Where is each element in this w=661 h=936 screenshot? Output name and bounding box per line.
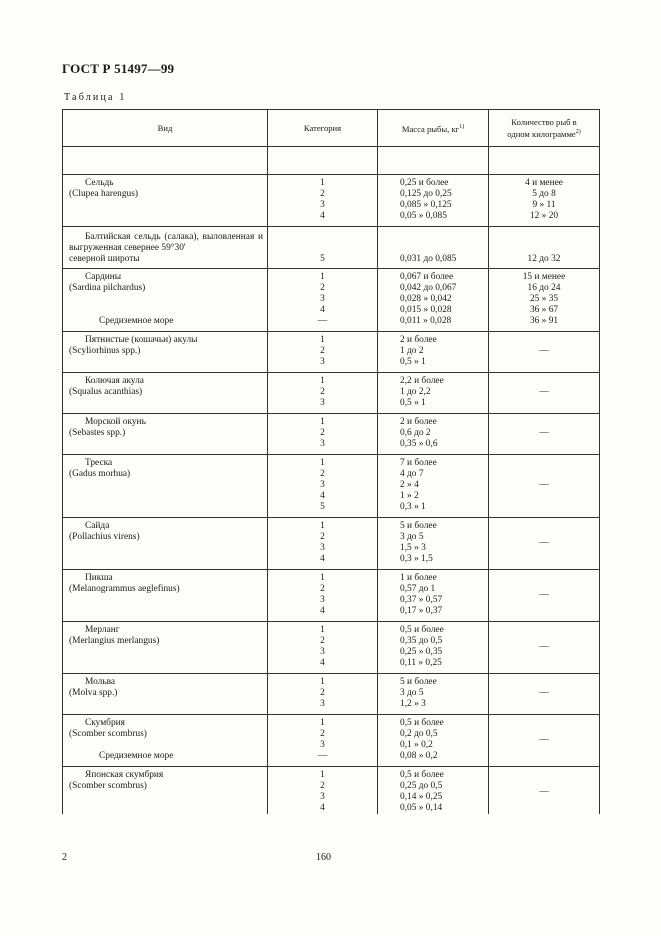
- species-latin: (Merlangius merlangus): [69, 636, 160, 646]
- species-latin: (Clupea harengus): [69, 189, 138, 199]
- mass-value: 2,2 и более: [400, 376, 444, 386]
- table-row: [63, 570, 600, 622]
- count-header-line1: Количество рыб в: [511, 117, 577, 128]
- species-description-tail: северной широты: [69, 254, 140, 264]
- species-latin: (Sebastes spp.): [69, 428, 126, 438]
- table-row: [63, 175, 600, 227]
- category-value: 3: [320, 200, 325, 210]
- mass-header-text: Масса рыбы, кг: [401, 123, 460, 134]
- species-cell: [63, 227, 268, 269]
- mass-value: 0,17 » 0,37: [400, 606, 443, 616]
- category-value: —: [317, 316, 328, 326]
- category-value: 4: [320, 606, 325, 616]
- page-number-left: 2: [62, 852, 67, 863]
- mass-value: 0,031 до 0,085: [400, 254, 457, 264]
- species-cell: [63, 715, 268, 767]
- species-cell: [63, 373, 268, 414]
- count-value: 9 » 11: [532, 200, 556, 210]
- category-value: 4: [320, 305, 325, 315]
- count-header-text: одном килограмме: [507, 128, 576, 139]
- category-value: 3: [320, 699, 325, 709]
- column-header-species: Вид: [63, 110, 268, 147]
- mass-value: 1 до 2: [400, 346, 424, 356]
- mass-cell: [378, 332, 489, 373]
- category-cell: [268, 674, 378, 715]
- category-cell: [268, 518, 378, 570]
- category-value: 2: [320, 346, 325, 356]
- table-header-row: [63, 110, 600, 147]
- category-value: 4: [320, 491, 325, 501]
- table-row: [63, 373, 600, 414]
- category-cell: [268, 332, 378, 373]
- category-value: 1: [320, 178, 325, 188]
- category-value: 2: [320, 729, 325, 739]
- species-cell: [63, 269, 268, 332]
- table-label: Таблица 1: [64, 92, 127, 103]
- mass-value: 1 до 2,2: [400, 387, 431, 397]
- species-latin: (Gadus morhua): [69, 469, 131, 479]
- count-value: 4 и менее: [525, 178, 563, 188]
- species-cell: [63, 414, 268, 455]
- mass-value: 0,11 » 0,25: [400, 658, 442, 668]
- mass-value: 0,6 до 2: [400, 428, 431, 438]
- count-value: 15 и менее: [522, 272, 566, 282]
- mass-value: 0,5 и более: [400, 770, 444, 780]
- count-cell: [489, 175, 600, 227]
- category-value: 2: [320, 428, 325, 438]
- table-row: [63, 674, 600, 715]
- species-name: Мольва: [85, 677, 116, 687]
- category-value: 1: [320, 417, 325, 427]
- mass-cell: [378, 455, 489, 518]
- count-value: 36 » 67: [529, 305, 559, 315]
- category-value: 1: [320, 458, 325, 468]
- table-row: [63, 518, 600, 570]
- fish-size-table: [62, 109, 599, 814]
- page-number-center: 160: [316, 852, 331, 863]
- species-latin: (Molva spp.): [69, 688, 118, 698]
- species-name: Скумбрия: [85, 718, 125, 728]
- mass-cell: [378, 269, 489, 332]
- category-value: 3: [320, 439, 325, 449]
- mass-cell: [378, 373, 489, 414]
- column-header-category: Категория: [268, 110, 378, 147]
- mass-value: 0,015 » 0,028: [400, 305, 452, 315]
- subregion-label: Средиземное море: [99, 751, 174, 761]
- count-cell: —: [489, 332, 600, 373]
- mass-value: 5 и более: [400, 521, 437, 531]
- count-value: 12 до 32: [527, 254, 561, 264]
- count-cell: —: [489, 455, 600, 518]
- mass-value: 0,125 до 0,25: [400, 189, 452, 199]
- count-cell: —: [489, 674, 600, 715]
- species-name: Пятнистые (кошачьи) акулы: [85, 335, 198, 345]
- mass-cell: [378, 622, 489, 674]
- category-value: 1: [320, 573, 325, 583]
- species-name: Колючая акула: [85, 376, 144, 386]
- category-value: 1: [320, 770, 325, 780]
- mass-value: 2 и более: [400, 335, 437, 345]
- mass-value: 0,3 » 1: [400, 502, 426, 512]
- category-value: 4: [320, 658, 325, 668]
- category-value: 4: [320, 211, 325, 221]
- mass-cell: [378, 570, 489, 622]
- mass-cell: [378, 518, 489, 570]
- mass-cell: [378, 674, 489, 715]
- mass-value: 3 до 5: [400, 688, 424, 698]
- mass-value: 0,25 и более: [400, 178, 449, 188]
- mass-value: 0,5 » 1: [400, 398, 426, 408]
- mass-value: 0,14 » 0,25: [400, 792, 443, 802]
- species-latin: (Melanogrammus aeglefinus): [69, 584, 180, 594]
- mass-value: 0,2 до 0,5: [400, 729, 438, 739]
- subregion-label: Средиземное море: [99, 316, 174, 326]
- category-value: 3: [320, 740, 325, 750]
- document-title: ГОСТ Р 51497—99: [62, 61, 175, 76]
- count-cell: [489, 269, 600, 332]
- count-value: 12 » 20: [529, 211, 559, 221]
- category-value: 3: [320, 294, 325, 304]
- mass-value: 0,5 и более: [400, 718, 444, 728]
- mass-value: 0,05 » 0,14: [400, 803, 443, 813]
- mass-value: 0,25 до 0,5: [400, 781, 443, 791]
- category-cell: [268, 715, 378, 767]
- species-cell: [63, 175, 268, 227]
- species-name: Мерланг: [85, 625, 120, 635]
- table-row: [63, 414, 600, 455]
- species-cell: [63, 570, 268, 622]
- mass-value: 0,067 и более: [400, 272, 454, 282]
- category-value: 1: [320, 335, 325, 345]
- mass-value: 1 » 2: [400, 491, 419, 501]
- mass-value: 0,25 » 0,35: [400, 647, 443, 657]
- species-name: Японская скумбрия: [85, 770, 164, 780]
- mass-value: 0,08 » 0,2: [400, 751, 438, 761]
- category-value: 5: [320, 254, 325, 264]
- category-value: 1: [320, 677, 325, 687]
- mass-value: 0,085 » 0,125: [400, 200, 452, 210]
- count-cell: —: [489, 518, 600, 570]
- spacer-row: [63, 147, 600, 175]
- species-name: Сардины: [85, 272, 122, 282]
- species-latin: (Pollachius virens): [69, 532, 140, 542]
- category-value: —: [317, 751, 328, 761]
- category-cell: [268, 570, 378, 622]
- count-cell: —: [489, 622, 600, 674]
- mass-value: 0,35 до 0,5: [400, 636, 443, 646]
- count-value: 16 до 24: [527, 283, 561, 293]
- count-footnote-mark: 2): [575, 129, 581, 136]
- mass-cell: [378, 175, 489, 227]
- category-cell: [268, 767, 378, 815]
- mass-value: 1,5 » 3: [400, 543, 426, 553]
- category-value: 4: [320, 554, 325, 564]
- mass-value: 2 » 4: [400, 480, 419, 490]
- count-cell: —: [489, 414, 600, 455]
- mass-value: 3 до 5: [400, 532, 424, 542]
- mass-value: 0,1 » 0,2: [400, 740, 433, 750]
- category-value: 3: [320, 398, 325, 408]
- mass-value: 0,011 » 0,028: [400, 316, 452, 326]
- mass-value: 2 и более: [400, 417, 437, 427]
- count-cell: —: [489, 715, 600, 767]
- count-header-line2: [489, 127, 599, 139]
- species-cell: [63, 518, 268, 570]
- table-row: [63, 269, 600, 332]
- category-value: 2: [320, 636, 325, 646]
- table-row: [63, 332, 600, 373]
- count-cell: —: [489, 373, 600, 414]
- category-value: 1: [320, 718, 325, 728]
- count-value: 5 до 8: [532, 189, 556, 199]
- species-name: Треска: [85, 458, 113, 468]
- category-value: 2: [320, 387, 325, 397]
- mass-value: 7 и более: [400, 458, 437, 468]
- category-value: 3: [320, 480, 325, 490]
- category-value: 2: [320, 469, 325, 479]
- table-row: [63, 767, 600, 815]
- species-cell: [63, 622, 268, 674]
- mass-value: 0,05 » 0,085: [400, 211, 447, 221]
- species-latin: (Scomber scombrus): [69, 729, 147, 739]
- mass-footnote-mark: 1): [459, 124, 465, 131]
- species-name: Сельдь: [85, 178, 114, 188]
- species-name: Пикша: [85, 573, 113, 583]
- category-value: 5: [320, 502, 325, 512]
- category-value: 2: [320, 688, 325, 698]
- species-latin: (Squalus acanthias): [69, 387, 143, 397]
- category-cell: [268, 622, 378, 674]
- category-value: 2: [320, 189, 325, 199]
- species-latin: (Scyliorhinus spp.): [69, 346, 141, 356]
- count-value: 25 » 35: [529, 294, 559, 304]
- category-value: 3: [320, 647, 325, 657]
- category-value: 3: [320, 792, 325, 802]
- species-cell: [63, 674, 268, 715]
- table-row: [63, 622, 600, 674]
- species-cell: [63, 767, 268, 815]
- category-cell: [268, 414, 378, 455]
- species-name: Сайда: [85, 521, 110, 531]
- count-cell: [489, 227, 600, 269]
- species-latin: (Scomber scombrus): [69, 781, 147, 791]
- count-cell: —: [489, 767, 600, 815]
- mass-cell: [378, 715, 489, 767]
- category-cell: [268, 269, 378, 332]
- category-value: 1: [320, 521, 325, 531]
- mass-cell: [378, 227, 489, 269]
- species-cell: [63, 455, 268, 518]
- category-value: 1: [320, 625, 325, 635]
- mass-value: 0,35 » 0,6: [400, 439, 438, 449]
- count-value: 36 » 91: [529, 316, 559, 326]
- category-cell: [268, 227, 378, 269]
- column-header-count: [489, 110, 600, 147]
- mass-value: 0,3 » 1,5: [400, 554, 433, 564]
- column-header-mass: [378, 110, 489, 147]
- count-cell: —: [489, 570, 600, 622]
- mass-value: 1 и более: [400, 573, 437, 583]
- species-latin: (Sardina pilchardus): [69, 283, 146, 293]
- mass-cell: [378, 414, 489, 455]
- species-name: Морской окунь: [85, 417, 146, 427]
- mass-value: 5 и более: [400, 677, 437, 687]
- category-cell: [268, 175, 378, 227]
- mass-value: 0,028 » 0,042: [400, 294, 452, 304]
- table-row: [63, 715, 600, 767]
- category-cell: [268, 455, 378, 518]
- category-value: 3: [320, 357, 325, 367]
- mass-value: 0,37 » 0,57: [400, 595, 443, 605]
- mass-value: 4 до 7: [400, 469, 424, 479]
- mass-value: 1,2 » 3: [400, 699, 426, 709]
- mass-cell: [378, 767, 489, 815]
- species-description: Балтийская сельдь (салака), выловленная и выгруженная севернее 59°30': [69, 232, 263, 253]
- mass-value: 0,5 и более: [400, 625, 444, 635]
- category-value: 3: [320, 543, 325, 553]
- mass-value: 0,5 » 1: [400, 357, 426, 367]
- mass-value: 0,57 до 1: [400, 584, 436, 594]
- category-value: 1: [320, 272, 325, 282]
- species-cell: [63, 332, 268, 373]
- table-row: [63, 455, 600, 518]
- category-value: 1: [320, 376, 325, 386]
- category-cell: [268, 373, 378, 414]
- mass-value: 0,042 до 0,067: [400, 283, 457, 293]
- category-value: 2: [320, 781, 325, 791]
- category-value: 3: [320, 595, 325, 605]
- category-value: 2: [320, 283, 325, 293]
- category-value: 4: [320, 803, 325, 813]
- category-value: 2: [320, 532, 325, 542]
- category-value: 2: [320, 584, 325, 594]
- table-row: [63, 227, 600, 269]
